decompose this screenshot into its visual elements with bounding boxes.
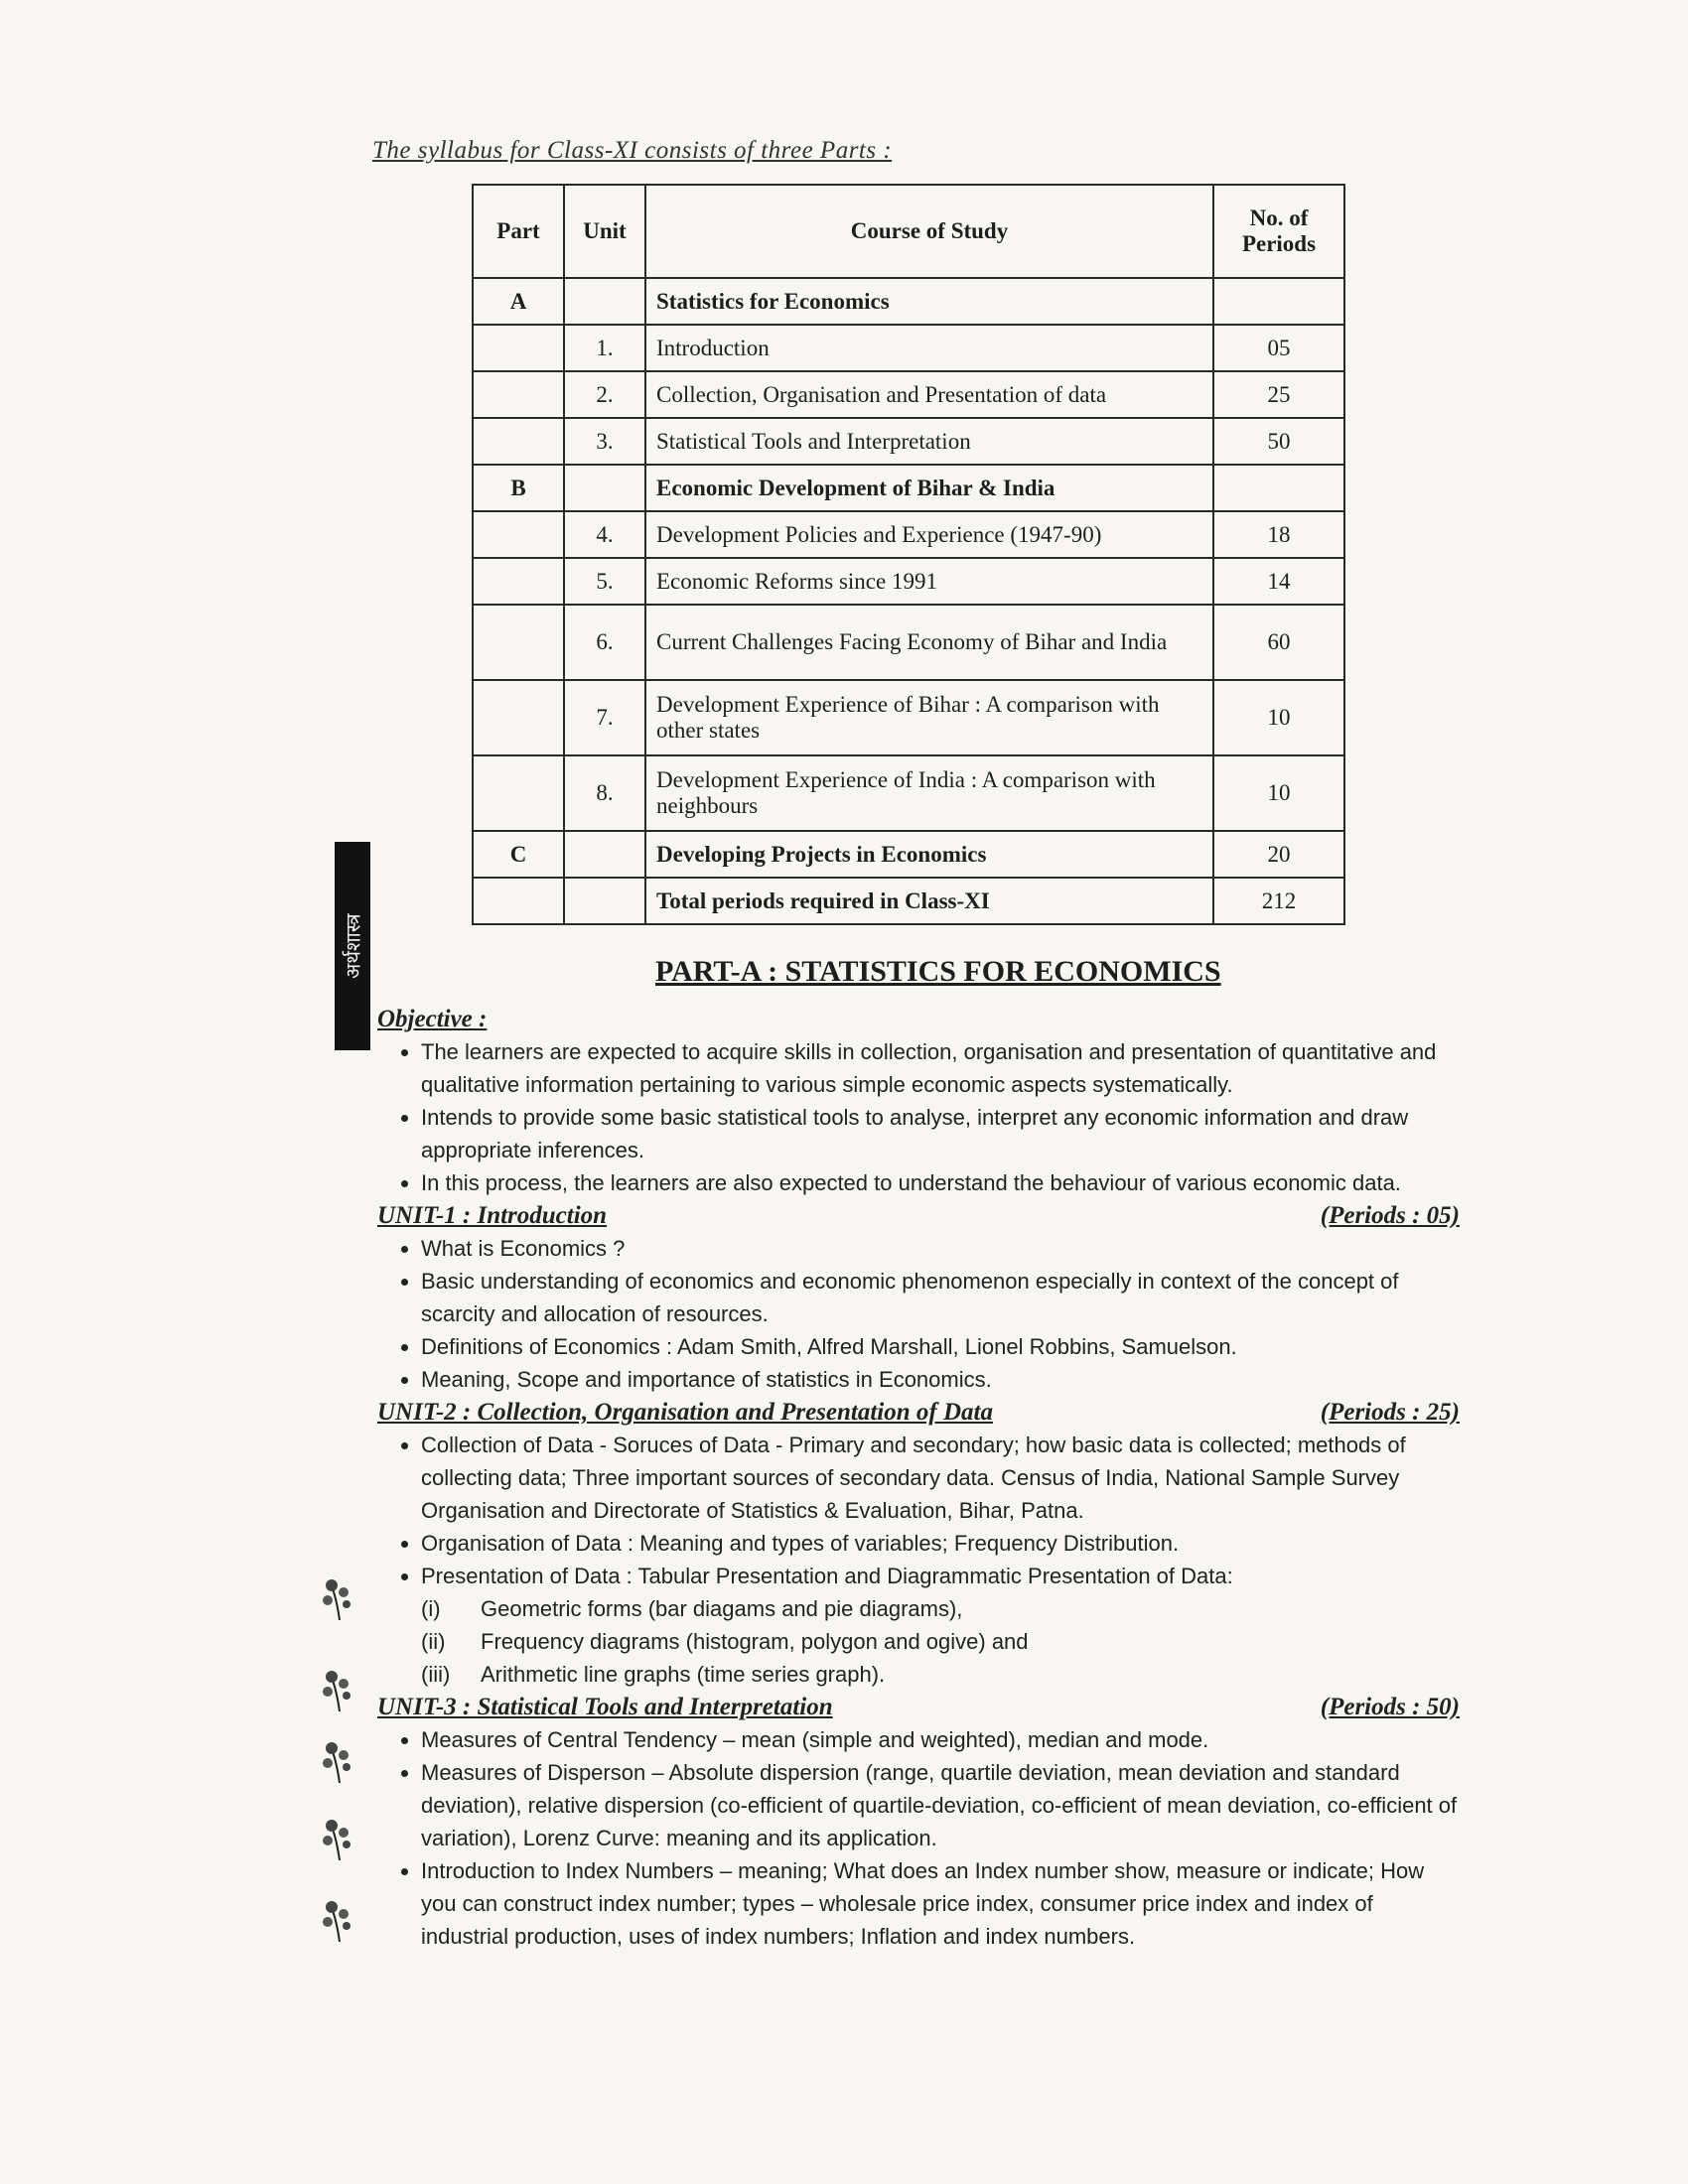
- cell-course: Current Challenges Facing Economy of Bihar and India: [645, 605, 1213, 680]
- objective-section: [377, 1003, 1460, 1199]
- cell-course: Statistical Tools and Interpretation: [645, 418, 1213, 465]
- unit1-heading: UNIT-1 : Introduction (Periods : 05): [377, 1199, 1460, 1232]
- unit3-list: [377, 1723, 1460, 1953]
- objective-list: [377, 1035, 1460, 1199]
- cell-course: Economic Reforms since 1991: [645, 558, 1213, 605]
- list-item: • Measures of Central Tendency – mean (simple and weighted), median and mode.: [421, 1723, 1460, 1756]
- cell-course: Introduction: [645, 325, 1213, 371]
- unit3-periods: (Periods : 50): [1320, 1694, 1460, 1720]
- cell-periods: [1213, 465, 1344, 511]
- table-row: [473, 465, 1344, 511]
- sublist-item: [421, 1592, 1460, 1625]
- unit3-heading: UNIT-3 : Statistical Tools and Interpretation (Periods : 50): [377, 1691, 1460, 1723]
- table-row: [473, 831, 1344, 878]
- unit3-section: [377, 1691, 1460, 1953]
- cell-course: Total periods required in Class-XI: [645, 878, 1213, 924]
- cell-unit: 6.: [564, 605, 645, 680]
- syllabus-table: [472, 184, 1345, 925]
- cell-part: [473, 755, 564, 831]
- objective-heading: Objective :: [377, 1006, 488, 1032]
- sublist-number: (ii): [421, 1629, 446, 1654]
- cell-course: Economic Development of Bihar & India: [645, 465, 1213, 511]
- unit2-sublist: [377, 1592, 1460, 1691]
- list-item: • What is Economics ?: [421, 1232, 1460, 1265]
- cell-part: [473, 511, 564, 558]
- unit1-section: [377, 1199, 1460, 1396]
- unit2-section: [377, 1396, 1460, 1691]
- cell-unit: 1.: [564, 325, 645, 371]
- sublist-number: (i): [421, 1596, 441, 1621]
- table-row: [473, 680, 1344, 755]
- sublist-text: Arithmetic line graphs (time series graph).: [481, 1662, 886, 1687]
- table-row: [473, 558, 1344, 605]
- cell-part: [473, 418, 564, 465]
- cell-periods: 10: [1213, 755, 1344, 831]
- cell-periods: 212: [1213, 878, 1344, 924]
- cell-part: [473, 680, 564, 755]
- cell-unit: [564, 878, 645, 924]
- cell-periods: 05: [1213, 325, 1344, 371]
- table-row: [473, 511, 1344, 558]
- cell-course: Statistics for Economics: [645, 278, 1213, 325]
- list-item: • Presentation of Data : Tabular Presentation and Diagrammatic Presentation of Data:: [421, 1560, 1460, 1592]
- table-body: [473, 278, 1344, 924]
- flower-ornament-icon: [320, 1739, 359, 1785]
- table-header-row: [473, 185, 1344, 278]
- table-row: [473, 278, 1344, 325]
- cell-unit: [564, 831, 645, 878]
- cell-periods: 18: [1213, 511, 1344, 558]
- unit2-heading: UNIT-2 : Collection, Organisation and Presentation of Data (Periods : 25): [377, 1396, 1460, 1429]
- cell-periods: 20: [1213, 831, 1344, 878]
- sublist-number: (iii): [421, 1662, 451, 1687]
- unit2-list: [377, 1429, 1460, 1592]
- cell-unit: [564, 465, 645, 511]
- table-row: [473, 878, 1344, 924]
- syllabus-intro: The syllabus for Class-XI consists of three Parts :: [372, 137, 893, 164]
- cell-unit: [564, 278, 645, 325]
- sublist-text: Frequency diagrams (histogram, polygon and ogive) and: [481, 1629, 1029, 1654]
- cell-unit: 3.: [564, 418, 645, 465]
- list-item: • Measures of Disperson – Absolute dispersion (range, quartile deviation, mean deviation and standard deviation), relative dispersion (co-efficient of quartile-deviation, co-efficient of mean deviation, co-efficient of variation), Lorenz Curve: meaning and its application.: [421, 1756, 1460, 1854]
- cell-periods: [1213, 278, 1344, 325]
- cell-course: Collection, Organisation and Presentation of data: [645, 371, 1213, 418]
- cell-course: Development Policies and Experience (1947-90): [645, 511, 1213, 558]
- cell-part: [473, 878, 564, 924]
- cell-periods: 10: [1213, 680, 1344, 755]
- cell-unit: 5.: [564, 558, 645, 605]
- cell-unit: 4.: [564, 511, 645, 558]
- cell-part: B: [473, 465, 564, 511]
- sublist-text: Geometric forms (bar diagams and pie diagrams),: [481, 1596, 963, 1621]
- flower-ornament-icon: [320, 1817, 359, 1862]
- cell-course: Development Experience of Bihar : A comparison with other states: [645, 680, 1213, 755]
- list-item: • Introduction to Index Numbers – meaning; What does an Index number show, measure or indicate; How you can construct index number; types – wholesale price index, consumer price index and index of industrial production, uses of index numbers; Inflation and index numbers.: [421, 1854, 1460, 1953]
- list-item: • Collection of Data - Soruces of Data - Primary and secondary; how basic data is collected; methods of collecting data; Three important sources of secondary data. Census of India, National Sample Survey Organisation and Directorate of Statistics & Evaluation, Bihar, Patna.: [421, 1429, 1460, 1527]
- cell-periods: 60: [1213, 605, 1344, 680]
- cell-part: A: [473, 278, 564, 325]
- sublist-item: [421, 1625, 1460, 1658]
- table-row: [473, 605, 1344, 680]
- cell-periods: 25: [1213, 371, 1344, 418]
- table-row: [473, 325, 1344, 371]
- cell-periods: 14: [1213, 558, 1344, 605]
- cell-unit: 7.: [564, 680, 645, 755]
- cell-part: [473, 325, 564, 371]
- list-item: • In this process, the learners are also expected to understand the behaviour of various economic data.: [421, 1166, 1460, 1199]
- unit2-periods: (Periods : 25): [1320, 1399, 1460, 1426]
- flower-ornament-icon: [320, 1668, 359, 1713]
- sublist-item: [421, 1658, 1460, 1691]
- table-row: [473, 755, 1344, 831]
- cell-unit: 2.: [564, 371, 645, 418]
- header-unit: Unit: [564, 185, 645, 278]
- flower-ornament-icon: [320, 1898, 359, 1944]
- cell-part: C: [473, 831, 564, 878]
- list-item: • Organisation of Data : Meaning and types of variables; Frequency Distribution.: [421, 1527, 1460, 1560]
- cell-unit: 8.: [564, 755, 645, 831]
- cell-course: Developing Projects in Economics: [645, 831, 1213, 878]
- cell-course: Development Experience of India : A comparison with neighbours: [645, 755, 1213, 831]
- list-item: • Basic understanding of economics and economic phenomenon especially in context of the concept of scarcity and allocation of resources.: [421, 1265, 1460, 1330]
- cell-periods: 50: [1213, 418, 1344, 465]
- syllabus-content: [377, 953, 1460, 1953]
- unit1-periods: (Periods : 05): [1320, 1202, 1460, 1229]
- unit1-list: [377, 1232, 1460, 1396]
- part-a-title: PART-A : STATISTICS FOR ECONOMICS: [655, 955, 1221, 988]
- list-item: • The learners are expected to acquire skills in collection, organisation and presentation of quantitative and qualitative information pertaining to various simple economic aspects systematically.: [421, 1035, 1460, 1101]
- header-part: Part: [473, 185, 564, 278]
- cell-part: [473, 371, 564, 418]
- table-row: [473, 371, 1344, 418]
- list-item: • Meaning, Scope and importance of statistics in Economics.: [421, 1363, 1460, 1396]
- header-course: Course of Study: [645, 185, 1213, 278]
- cell-part: [473, 605, 564, 680]
- flower-ornament-icon: [320, 1576, 359, 1622]
- header-periods: No. of Periods: [1213, 185, 1344, 278]
- subject-side-tab: अर्थशास्त्र: [335, 842, 370, 1050]
- list-item: • Intends to provide some basic statistical tools to analyse, interpret any economic information and draw appropriate inferences.: [421, 1101, 1460, 1166]
- list-item: • Definitions of Economics : Adam Smith, Alfred Marshall, Lionel Robbins, Samuelson.: [421, 1330, 1460, 1363]
- table-row: [473, 418, 1344, 465]
- cell-part: [473, 558, 564, 605]
